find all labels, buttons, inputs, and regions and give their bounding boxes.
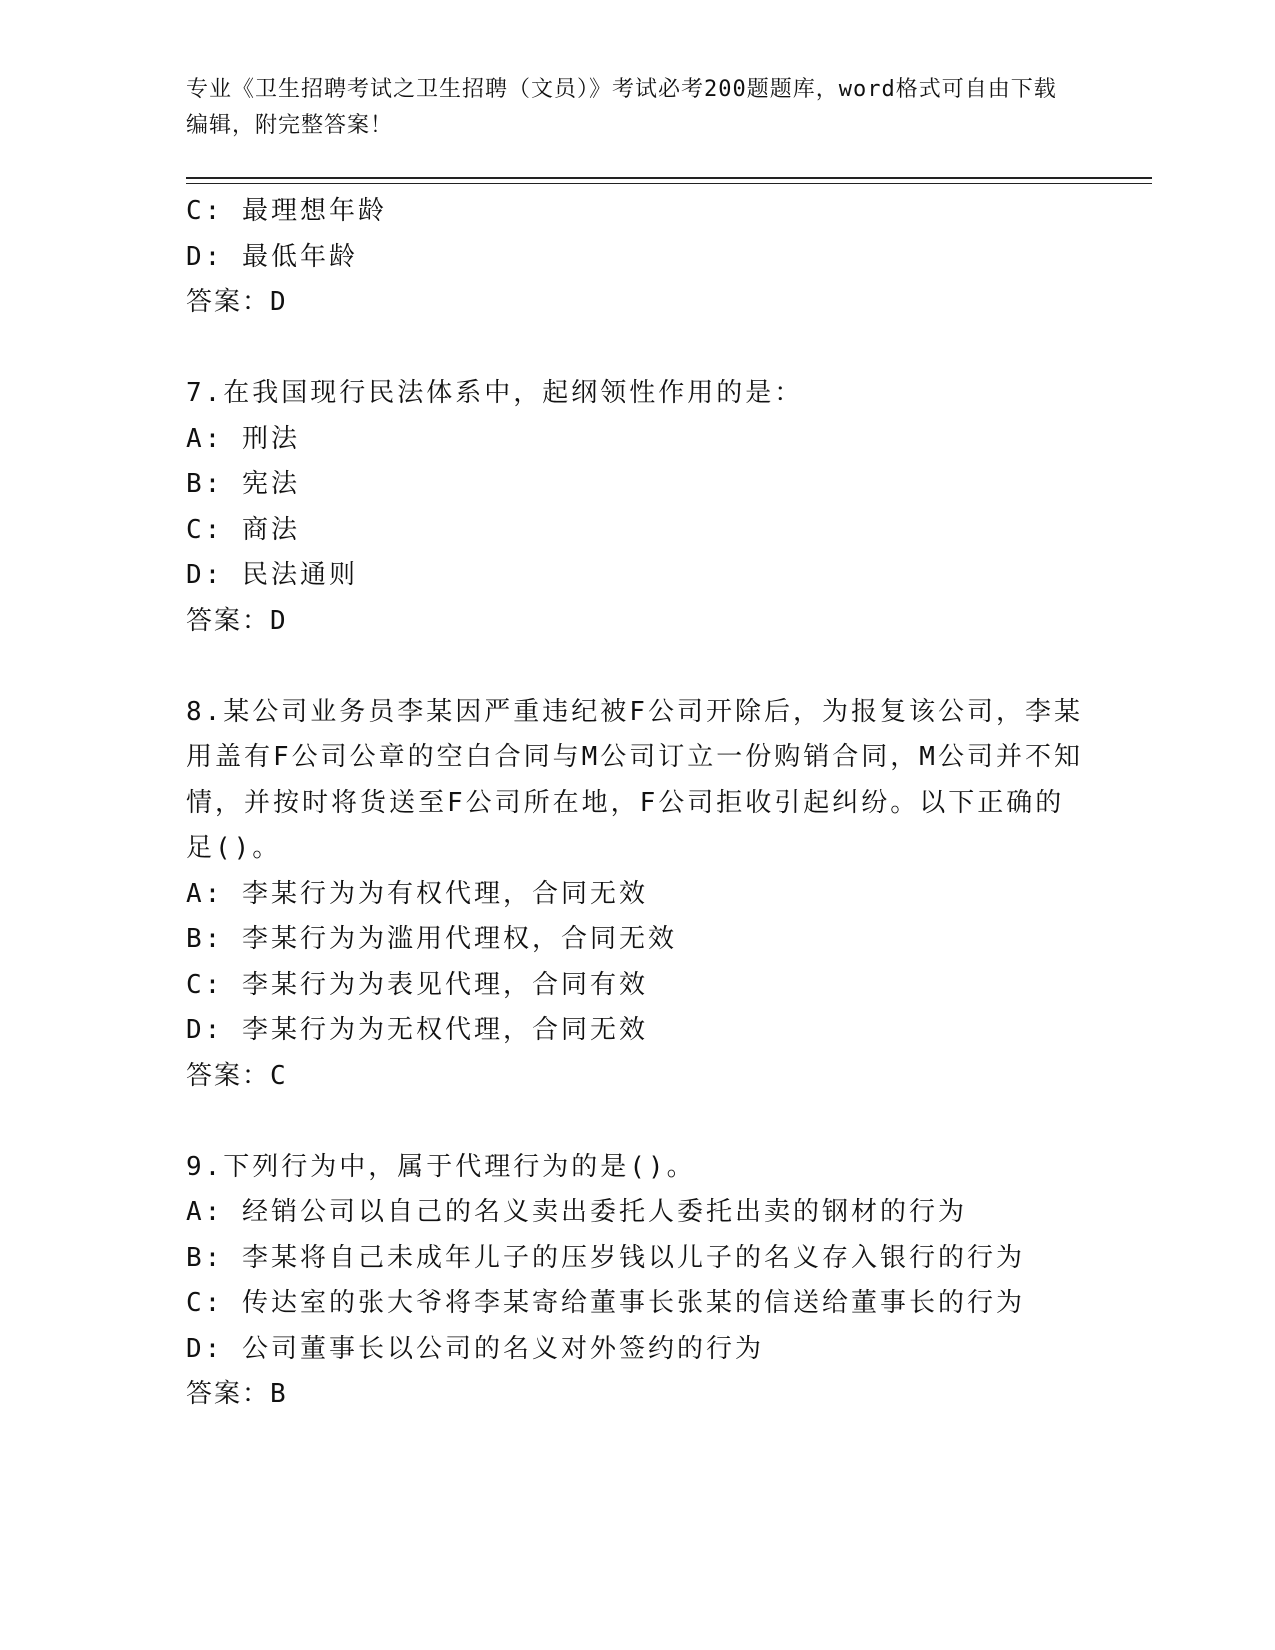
option-a: A: 李某行为为有权代理，合同无效 <box>186 878 648 909</box>
question-block <box>186 371 1086 644</box>
option-a: A: 刑法 <box>186 423 300 454</box>
header-rule-thick <box>186 177 1152 179</box>
option-b: B: 李某将自己未成年儿子的压岁钱以儿子的名义存入银行的行为 <box>186 1242 1025 1273</box>
option-b: B: 宪法 <box>186 469 300 499</box>
option-d: D: 公司董事长以公司的名义对外签约的行为 <box>186 1333 764 1364</box>
question-block <box>186 189 1086 326</box>
option-a: A: 经销公司以自己的名义卖出委托人委托出卖的钢材的行为 <box>186 1197 967 1227</box>
option-b: B: 李某行为为滥用代理权，合同无效 <box>186 924 677 954</box>
question-block <box>186 690 1086 1100</box>
header-rule-thin <box>186 183 1152 184</box>
option-c: C: 李某行为为表见代理，合同有效 <box>186 969 648 1000</box>
question-stem: 7.在我国现行民法体系中，起纲领性作用的是： <box>186 378 804 408</box>
option-c: C: 传达室的张大爷将李某寄给董事长张某的信送给董事长的行为 <box>186 1288 1025 1318</box>
answer-line: 答案：D <box>186 287 288 317</box>
question-stem: 8.某公司业务员李某因严重违纪被F公司开除后，为报复该公司，李某用盖有F公司公章的空白合同与M公司订立一份购销合同，M公司并不知情，并按时将货送至F公司所在地，F公司拒收引起纠纷。以下正确的足()。 <box>186 696 1083 863</box>
answer-line: 答案：D <box>186 605 288 636</box>
answer-line: 答案：C <box>186 1060 288 1091</box>
question-block <box>186 1145 1086 1418</box>
answer-line: 答案：B <box>186 1379 288 1409</box>
option-d: D: 李某行为为无权代理，合同无效 <box>186 1015 648 1045</box>
option-d: D: 民法通则 <box>186 560 358 590</box>
question-stem: 9.下列行为中，属于代理行为的是()。 <box>186 1151 696 1182</box>
option-c: C: 商法 <box>186 514 300 545</box>
question-list <box>186 189 1086 1418</box>
page-header: 专业《卫生招聘考试之卫生招聘（文员）》考试必考200题题库，word格式可自由下载编辑，附完整答案！ <box>186 77 1057 138</box>
option-c: C: 最理想年龄 <box>186 196 387 226</box>
option-d: D: 最低年龄 <box>186 241 358 272</box>
